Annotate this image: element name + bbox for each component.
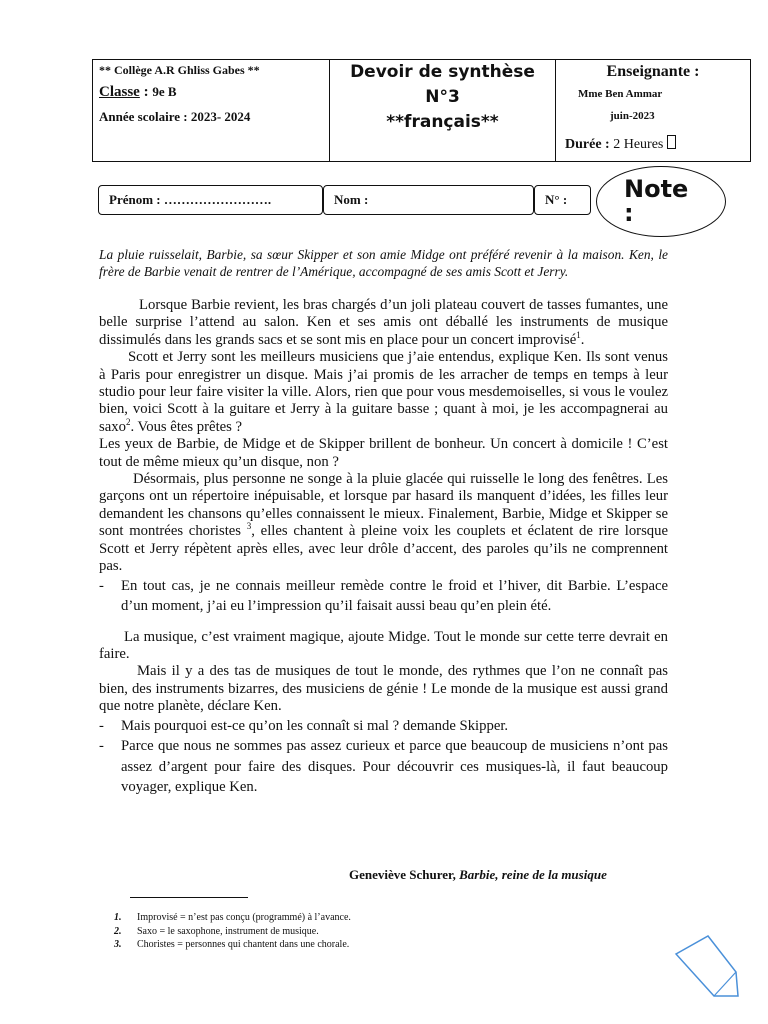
paragraph-5: La musique, c’est vraiment magique, ajoute Midge. Tout le monde sur cette terre devrait en faire. — [99, 628, 668, 662]
class-label: Classe — [99, 84, 140, 100]
teacher-label: Enseignante : — [606, 63, 700, 80]
class-value: 9e B — [152, 84, 177, 99]
school-year: Année scolaire : 2023- 2024 — [99, 109, 251, 124]
paragraph-4-end: , elles chantent à pleine voix les couplets et éclatent de rire lorsque Scott et Jerry répètent après elles, avec leur drôle d’accent, des paroles qu’ils ne comprennent pas. — [99, 523, 669, 575]
header-table — [92, 59, 751, 162]
footnote-text: Saxo = le saxophone, instrument de musique. — [137, 925, 319, 937]
exam-number: N°3 — [425, 87, 460, 107]
paragraph-4-text: Désormais, plus personne ne songe à la pluie glacée qui ruisselle le long des fenêtres. Les garçons ont un répertoire inépuisable, et lorsque par hasard ils manquent d’idées, les filles leur demandent les chansons qu’elles connaissent le mieux. Finalement, Barbie, Midge et Skipper se sont montrées choristes — [99, 471, 668, 540]
footnote-1 — [114, 911, 351, 925]
footnote-number: 2. — [114, 925, 122, 937]
note-label: Note : — [624, 175, 689, 227]
footnote-2 — [114, 925, 351, 939]
paragraph-6: Mais il y a des tas de musiques de tout le monde, des rythmes que l’on ne connaît pas bien, des instruments bizarres, des musiciens de génie ! Le monde de la musique est aussi grand que notre planète, déclare Ken. — [99, 663, 668, 715]
footnote-3 — [114, 938, 351, 952]
exam-title: Devoir de synthèse — [350, 62, 535, 82]
footnote-text: Choristes = personnes qui chantent dans une chorale. — [137, 939, 350, 950]
footnote-number: 1. — [114, 912, 122, 923]
paragraph-3: Les yeux de Barbie, de Midge et de Skipper brillent de bonheur. Un concert à domicile ! C’est tout de même mieux qu’un disque, non ? — [99, 436, 668, 470]
dialogue-1 — [99, 576, 668, 617]
duration-label: Durée : — [565, 137, 610, 152]
paragraph-2-text: Scott et Jerry sont les meilleurs musiciens que j’aie entendus, explique Ken. Ils sont venus à Paris pour enregistrer un disque. Mais j’ai promis de les arracher de temps en temps à leur studio pour leur faire visiter la ville. Alors, rien que pour vous mesdemoiselles, si vous le voulez bien, voici Scott à la guitare et Jerry à la guitare basse ; quant à moi, je les accompagnerai au saxo — [99, 349, 668, 435]
paragraph-1 — [99, 297, 668, 349]
footnote-text: Improvisé = n’est pas conçu (programmé) à l’avance. — [137, 912, 351, 923]
footnote-separator — [130, 897, 248, 898]
header-title-cell — [330, 60, 556, 161]
dialogue-3 — [99, 736, 668, 798]
exam-subject: **français** — [386, 112, 499, 132]
dialogue-2-text: Mais pourquoi est-ce qu’on les connaît si mal ? demande Skipper. — [121, 717, 509, 734]
footnotes — [114, 911, 351, 952]
dialogue-1-text: En tout cas, je ne connais meilleur remède contre le froid et l’hiver, dit Barbie. L’espace d’un moment, j’ai eu l’impression qu’il faisait aussi beau qu’en plein été. — [121, 577, 668, 614]
credit-book: Barbie, reine de la musique — [459, 867, 607, 882]
class-line — [99, 84, 323, 101]
teacher-name: Mme Ben Ammar — [578, 88, 663, 100]
header-teacher-cell — [556, 60, 750, 161]
exam-date: juin-2023 — [610, 110, 655, 122]
text-body — [99, 297, 668, 798]
dialogue-3-text: Parce que nous ne sommes pas assez curieux et parce que beaucoup de musiciens n’ont pas assez d’argent pour faire des disques. Pour découvrir ces musiques-là, il faut beaucoup voyager, explique Ken. — [121, 738, 668, 796]
class-sep: : — [139, 84, 153, 100]
source-credit — [349, 867, 607, 883]
footnote-ref-2: 2 — [125, 416, 131, 427]
dialogue-2 — [99, 716, 668, 737]
exam-duration — [565, 135, 676, 153]
paragraph-1-text: Lorsque Barbie revient, les bras chargés d’un joli plateau couvert de tasses fumantes, une belle surprise l’attend au salon. Ken et ses amis ont déballé les instruments de musique dissimulés dans les grands sacs et se sont mis en place pour un concert improvisé — [99, 297, 668, 348]
paragraph-1-end: . — [580, 331, 585, 348]
paragraph-2-end: . Vous êtes prêtes ? — [130, 418, 243, 435]
nom-field[interactable]: Nom : — [323, 185, 534, 215]
prenom-field[interactable]: Prénom : ……………………. — [98, 185, 323, 215]
intro-paragraph: La pluie ruisselait, Barbie, sa sœur Skipper et son amie Midge ont préféré revenir à la maison. Ken, le frère de Barbie venait de rentrer de l’Amérique, accompagné de ses amis Scott et Jerry. — [99, 247, 668, 279]
numero-field[interactable]: N° : — [534, 185, 591, 215]
paragraph-2 — [99, 349, 668, 436]
school-name: ** Collège A.R Ghliss Gabes ** — [99, 63, 260, 77]
missing-glyph-icon — [667, 135, 676, 149]
footnote-ref-3: 3 — [246, 521, 252, 532]
header-school-cell — [93, 60, 330, 161]
dialogue-dash: - — [99, 577, 104, 594]
credit-author: Geneviève Schurer, — [349, 867, 456, 882]
footnote-ref-1: 1 — [576, 329, 581, 340]
pencil-icon — [672, 932, 742, 1002]
paragraph-4 — [99, 471, 668, 575]
footnote-number: 3. — [114, 939, 122, 950]
dialogue-dash: - — [99, 717, 104, 734]
dialogue-dash: - — [99, 738, 104, 755]
duration-value: 2 Heures — [609, 137, 664, 152]
